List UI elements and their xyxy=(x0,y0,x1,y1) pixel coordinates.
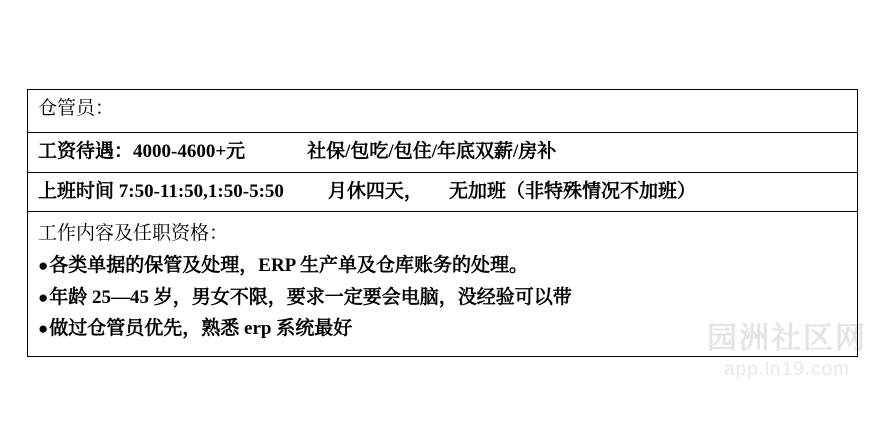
job-title-cell: 仓管员： xyxy=(38,98,115,119)
pay-cell xyxy=(28,133,857,172)
bullet-marker-icon: ● xyxy=(38,287,49,307)
worktime-overtime-text: 无加班（非特殊情况不加班） xyxy=(448,180,696,202)
bullet-marker-icon: ● xyxy=(38,319,49,339)
job-detail-text-2: 年龄 25—45 岁，男女不限，要求一定要会电脑，没经验可以带 xyxy=(49,286,572,308)
job-detail-bullet-1 xyxy=(38,250,847,281)
bullet-marker-icon: ● xyxy=(38,256,49,276)
job-posting-table xyxy=(27,89,858,357)
worktime-hours-text: 上班时间 7:50-11:50,1:50-5:50 xyxy=(38,180,284,202)
job-detail-text-1: 各类单据的保管及处理，ERP 生产单及仓库账务的处理。 xyxy=(49,255,528,277)
watermark-sub-text: app.ln19.com xyxy=(723,358,851,380)
worktime-restdays-text: 月休四天， xyxy=(327,180,423,202)
pay-benefits-text: 社保/包吃/包住/年底双薪/房补 xyxy=(307,141,557,162)
table-row-pay xyxy=(28,133,858,173)
job-details-heading: 工作内容及任职资格： xyxy=(38,223,229,244)
table-row-worktime xyxy=(28,172,858,212)
table-row-details xyxy=(28,212,858,357)
job-detail-text-3: 做过仓管员优先，熟悉 erp 系统最好 xyxy=(49,318,353,340)
job-details-cell xyxy=(28,212,857,356)
job-detail-bullet-3 xyxy=(38,313,847,344)
watermark-main-text: 园洲社区网 xyxy=(707,322,867,355)
table-row-title xyxy=(28,90,858,133)
job-detail-bullet-2 xyxy=(38,282,847,313)
worktime-cell xyxy=(28,173,857,212)
pay-amount-text: 工资待遇：4000-4600+元 xyxy=(38,141,246,162)
